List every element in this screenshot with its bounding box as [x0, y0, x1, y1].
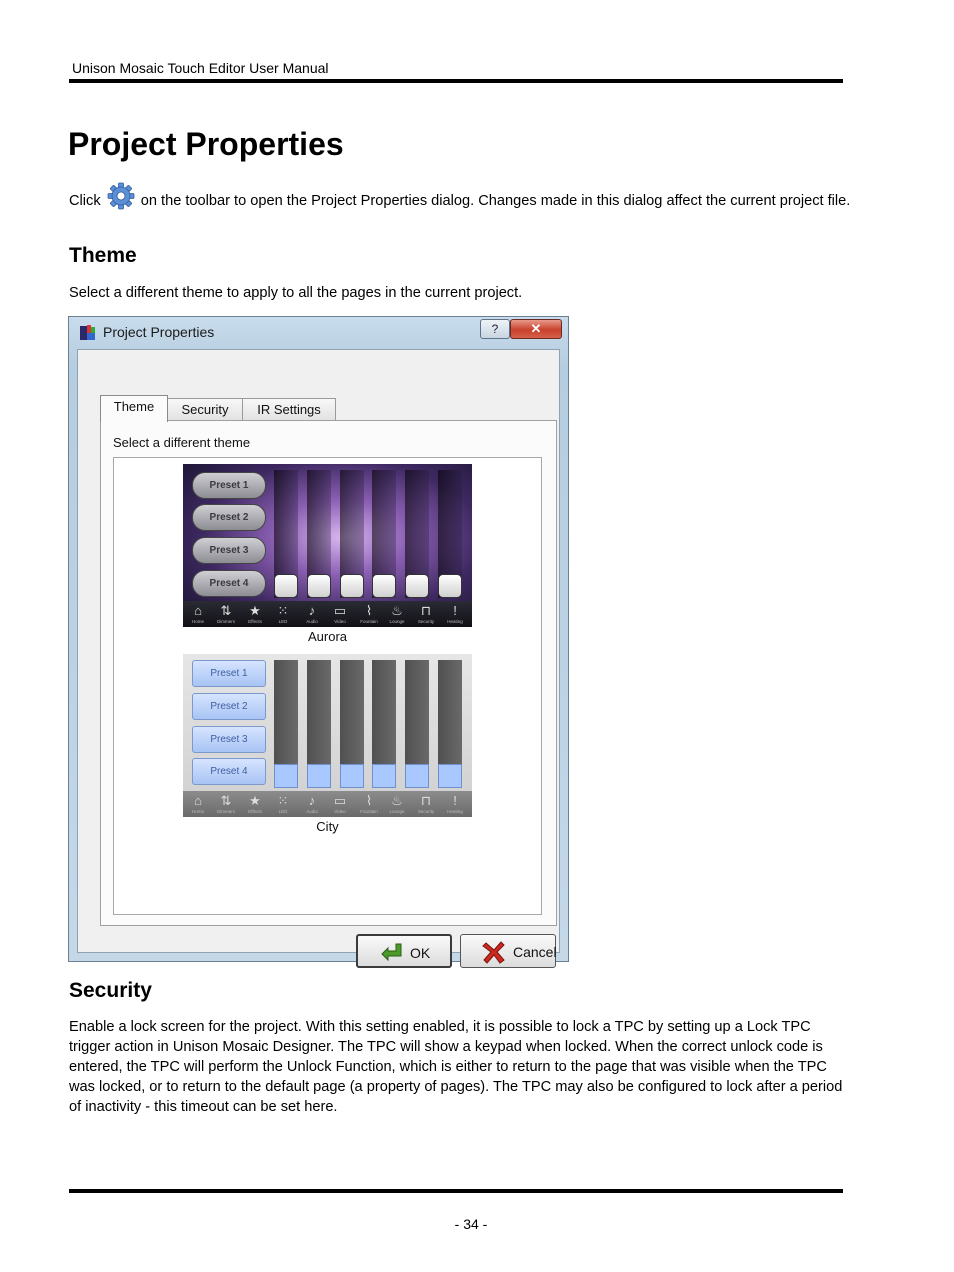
fader — [438, 470, 462, 598]
ok-button[interactable] — [356, 934, 452, 968]
section-heading-security: Security — [69, 979, 152, 1002]
fader — [307, 660, 331, 788]
dimmers-icon: ⇅ Dimmers — [217, 793, 235, 814]
fader — [274, 660, 298, 788]
audio-icon: ♪ Audio — [306, 793, 318, 814]
footer-rule — [69, 1189, 843, 1193]
fader-knob — [340, 574, 364, 598]
fader-knob — [372, 764, 396, 788]
help-button[interactable]: ? — [480, 319, 510, 339]
heating-icon: ! Heating — [447, 793, 463, 814]
page-title: Project Properties — [68, 126, 344, 162]
preset-button: Preset 4 — [192, 570, 266, 597]
cancel-button[interactable] — [460, 934, 556, 968]
intro-text-after: on the toolbar to open the Project Properties dialog. Changes made in this dialog affect the current project file. — [140, 193, 851, 209]
theme-tab-panel — [100, 420, 557, 926]
security-icon: ⊓ Security — [417, 603, 435, 624]
theme-name-aurora: Aurora — [307, 629, 348, 644]
fader — [405, 470, 429, 598]
section-text-security: Enable a lock screen for the project. With this setting enabled, it is possible to lock a TPC by setting up a Lock TPC trigger action in Unison Mosaic Designer. The TPC will show a keypad when locked. When the correct unlock code is entered, the TPC will perform the Unlock Function, which is either to return to the page that was visible when the TPC was locked, or to return to the default page (a property of pages). The TPC may also be configured to lock after a period of inactivity - this timeout can be set here. — [69, 1019, 843, 1115]
home-icon: ⌂ Home — [191, 603, 204, 624]
preset-button: Preset 2 — [192, 693, 266, 720]
fader-knob — [438, 574, 462, 598]
theme-preview-aurora[interactable] — [183, 464, 472, 627]
close-button[interactable]: ✕ — [510, 319, 562, 339]
heating-icon: ! Heating — [447, 603, 463, 624]
preset-button: Preset 4 — [192, 758, 266, 785]
theme-list[interactable] — [113, 457, 542, 915]
fountain-icon: ⌇ Fountain — [360, 793, 378, 814]
dialog-body — [77, 349, 560, 961]
intro-text-before: Click — [69, 193, 101, 209]
fader — [340, 660, 364, 788]
fader-knob — [405, 574, 429, 598]
security-icon: ⊓ Security — [417, 793, 435, 814]
fader-knob — [340, 764, 364, 788]
preset-button: Preset 3 — [192, 726, 266, 753]
fader — [372, 470, 396, 598]
fader-knob — [274, 574, 298, 598]
fader-knob — [372, 574, 396, 598]
red-x-icon — [481, 939, 507, 965]
audio-icon: ♪ Audio — [306, 603, 318, 624]
fader-knob — [405, 764, 429, 788]
home-icon: ⌂ Home — [191, 793, 204, 814]
tab-security[interactable]: Security — [166, 398, 244, 421]
fader-knob — [307, 764, 331, 788]
fader-knob — [438, 764, 462, 788]
dimmers-icon: ⇅ Dimmers — [217, 603, 235, 624]
lounge-icon: ♨ Lounge — [389, 603, 405, 624]
theme-name-city: City — [316, 819, 339, 834]
project-properties-dialog — [68, 316, 569, 962]
preset-button: Preset 1 — [192, 472, 266, 499]
icon-bar — [183, 791, 472, 817]
fader — [307, 470, 331, 598]
fader-knob — [274, 764, 298, 788]
icon-bar — [183, 601, 472, 627]
fader — [372, 660, 396, 788]
fountain-icon: ⌇ Fountain — [360, 603, 378, 624]
effects-icon: ★ Effects — [248, 603, 262, 624]
fader — [340, 470, 364, 598]
tab-theme[interactable]: Theme — [100, 395, 168, 422]
ok-label: OK — [410, 945, 431, 961]
fader — [405, 660, 429, 788]
dialog-title: Project Properties — [103, 324, 215, 340]
gear-icon — [106, 181, 136, 211]
preset-button: Preset 2 — [192, 504, 266, 531]
intro-paragraph — [69, 181, 851, 211]
header-rule — [69, 79, 843, 83]
video-icon: ▭ Video — [333, 793, 347, 814]
fader — [274, 470, 298, 598]
page-number: - 34 - — [454, 1216, 488, 1232]
check-arrow-icon — [378, 940, 404, 966]
fader — [438, 660, 462, 788]
cancel-label: Cancel — [513, 944, 557, 960]
led-icon: ⁙ LED — [277, 793, 289, 814]
panel-caption: Select a different theme — [113, 435, 251, 450]
video-icon: ▭ Video — [333, 603, 347, 624]
fader-knob — [307, 574, 331, 598]
led-icon: ⁙ LED — [277, 603, 289, 624]
app-icon — [79, 324, 97, 342]
running-header: Unison Mosaic Touch Editor User Manual — [72, 60, 329, 76]
tab-ir-settings[interactable]: IR Settings — [242, 398, 336, 421]
effects-icon: ★ Effects — [248, 793, 262, 814]
preset-button: Preset 3 — [192, 537, 266, 564]
section-text-theme: Select a different theme to apply to all the pages in the current project. — [69, 285, 523, 301]
theme-preview-city[interactable] — [183, 654, 472, 817]
lounge-icon: ♨ Lounge — [389, 793, 405, 814]
section-heading-theme: Theme — [69, 244, 137, 267]
preset-button: Preset 1 — [192, 660, 266, 687]
